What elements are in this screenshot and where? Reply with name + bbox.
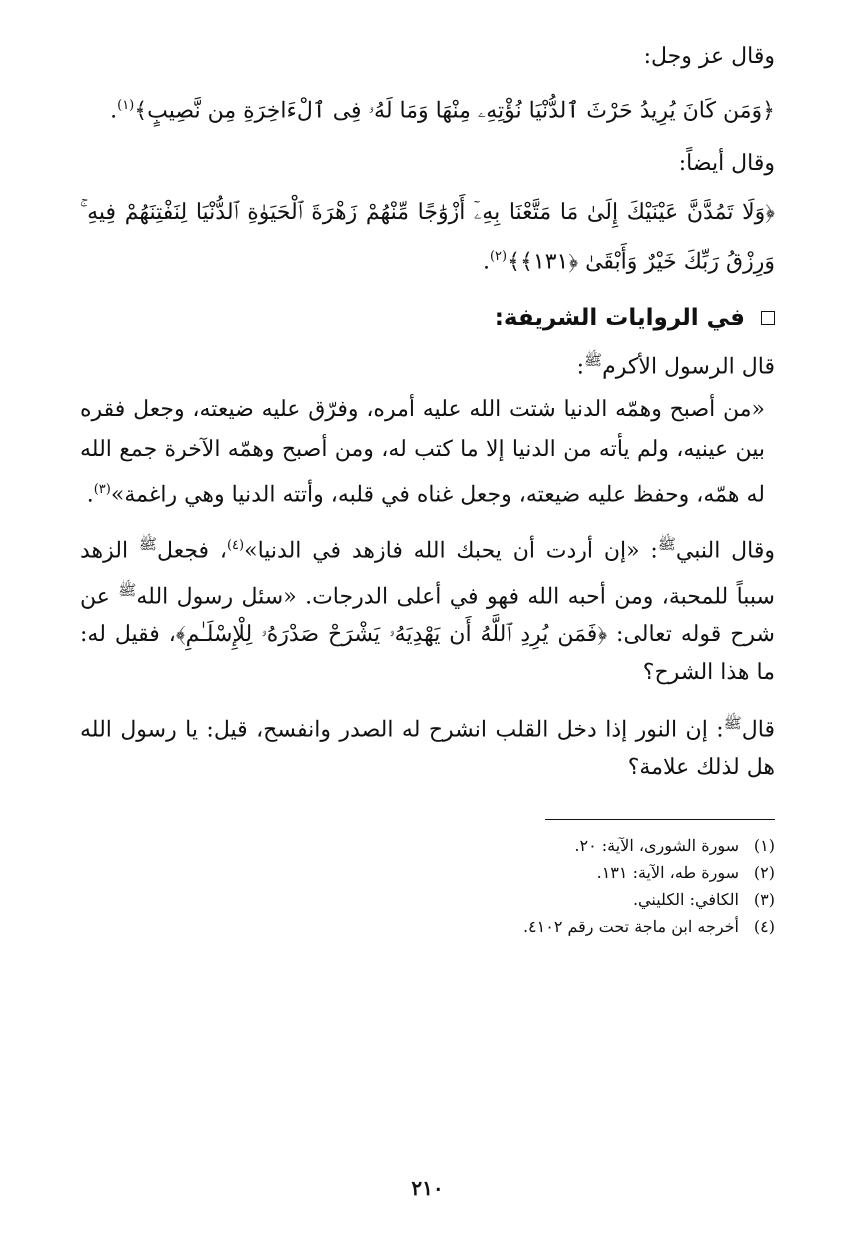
footnote-ref-2[interactable]: (٢) xyxy=(489,249,508,265)
para2-rest: الزهد سبباً للمحبة، ومن أحبه الله فهو في أعلى الدرجات. xyxy=(80,538,775,609)
intro-verse-1: وقال عز وجل: xyxy=(643,44,775,69)
hadith-quote: «من أصبح وهمّه الدنيا شتت الله عليه أمره، وفرّق عليه ضيعته، وجعل فقره بين عينيه، ولم يأته من الدنيا إلا ما كتب له، ومن أصبح وهمّه الآخرة جمع الله له همّه، وحفظ عليه ضيعته، وجعل غناه في قلبه، وأتته الدنيا وهي راغمة»$^{(٣)}$. xyxy=(80,396,765,508)
quran-verse-2: ﴿وَلَا تَمُدَّنَّ عَيْنَيْكَ إِلَىٰ مَا مَتَّعْنَا بِهِۦٓ أَزْوَٰجًا مِّنْهُمْ زَهْرَةَ ٱلْحَيَوٰةِ ٱلدُّنْيَا لِنَفْتِنَهُمْ فِيهِ ۚ وَرِزْقُ رَبِّكَ خَيْرٌ وَأَبْقَىٰ ﴿١٣١﴾﴾$^{(٢)}$. xyxy=(80,200,775,275)
footnote-ref-4[interactable]: (٤) xyxy=(226,538,245,554)
footnote-item xyxy=(80,859,775,886)
honorific-glyph: ﷺ xyxy=(657,535,676,554)
footnote-ref-1[interactable]: (١) xyxy=(117,98,135,113)
para4-rest: : إن النور إذا دخل القلب انشرح له الصدر وانفسح، قيل: يا رسول الله هل لذلك علامة؟ xyxy=(80,717,775,781)
verse-1-text: ﴿وَمَن كَانَ يُرِيدُ حَرْثَ ٱلدُّنْيَا نُؤْتِهِۦ مِنْهَا وَمَا لَهُۥ فِى ٱلْءَاخِرَةِ مِن نَّصِيبٍ﴾ xyxy=(134,98,775,124)
footnote-text: سورة الشورى، الآية: ٢٠. xyxy=(574,836,739,856)
footnotes-list xyxy=(80,832,775,940)
honorific-glyph: ﷺ xyxy=(723,713,742,732)
intro-hadith-text: قال الرسول الأكرم xyxy=(602,353,775,379)
paragraph-prophet-saying: وقال النبي$^ﷺ$: «إن أردت أن يحبك الله فازهد في الدنيا»$^{(٤)}$، فجعل$^ﷺ$ الزهد سبباً للمحبة، ومن أحبه الله فهو في أعلى الدرجات. «سئل رسول الله$^ﷺ$ عن شرح قوله تعالى: ﴿فَمَن يُرِدِ ٱللَّهُ أَن يَهْدِيَهُۥ يَشْرَحْ صَدْرَهُۥ لِلْإِسْلَـٰمِ﴾، فقيل له: ما هذا الشرح؟ xyxy=(80,535,775,685)
paragraph-light-sign xyxy=(80,704,775,787)
footnote-text: أخرجه ابن ماجة تحت رقم ٤١٠٢. xyxy=(522,917,739,937)
page-number: ٢١٠ xyxy=(411,1176,444,1200)
quran-verse-1: ﴿وَمَن كَانَ يُرِيدُ حَرْثَ ٱلدُّنْيَا نُؤْتِهِۦ مِنْهَا وَمَا لَهُۥ فِى ٱلْءَاخِرَةِ مِن نَّصِيبٍ﴾$^{(١)}$. xyxy=(110,98,775,124)
footnote-divider xyxy=(545,819,775,820)
footnote-item xyxy=(80,913,775,940)
intro-hadith: قال الرسول الأكرم$^ﷺ$: xyxy=(576,350,775,379)
honorific-glyph: ﷺ xyxy=(584,350,603,369)
para1-quote: : «إن أردت أن يحبك الله فازهد في الدنيا» xyxy=(244,538,658,564)
honorific-glyph: ﷺ xyxy=(138,535,158,554)
footnote-item xyxy=(80,886,775,913)
section-title: في الروايات الشريفة: xyxy=(494,304,745,331)
hadith-text: «من أصبح وهمّه الدنيا شتت الله عليه أمره، وفرّق عليه ضيعته، وجعل فقره بين عينيه، ولم يأته من الدنيا إلا ما كتب له، ومن أصبح وهمّه الآخرة جمع الله له همّه، وحفظ عليه ضيعته، وجعل غناه في قلبه، وأتته الدنيا وهي راغمة» xyxy=(80,396,765,508)
footnote-number: (٢) xyxy=(753,863,775,883)
para1-start: وقال النبي xyxy=(675,538,775,564)
footnote-ref-3[interactable]: (٣) xyxy=(93,481,111,497)
verse-2-text: ﴿وَلَا تَمُدَّنَّ عَيْنَيْكَ إِلَىٰ مَا مَتَّعْنَا بِهِۦٓ أَزْوَٰجًا مِّنْهُمْ زَهْرَةَ ٱلْحَيَوٰةِ ٱلدُّنْيَا لِنَفْتِنَهُمْ فِيهِ ۚ وَرِزْقُ رَبِّكَ خَيْرٌ وَأَبْقَىٰ ﴿١٣١﴾﴾ xyxy=(80,200,775,275)
para4-start: قال xyxy=(741,717,775,743)
page-content xyxy=(80,40,775,940)
section-heading xyxy=(80,299,775,337)
honorific-glyph: ﷺ xyxy=(118,580,137,599)
footnote-number: (٣) xyxy=(753,890,775,910)
footnote-number: (١) xyxy=(753,836,775,856)
footnote-item xyxy=(80,832,775,859)
para2-start: فجعل xyxy=(157,538,210,564)
para3-rest: عن شرح قوله تعالى: ﴿فَمَن يُرِدِ ٱللَّهُ أَن يَهْدِيَهُۥ يَشْرَحْ صَدْرَهُۥ لِلْإِسْلَـٰمِ﴾، فقيل له: ما هذا الشرح؟ xyxy=(80,583,775,685)
footnote-text: سورة طه، الآية: ١٣١. xyxy=(596,863,739,883)
square-bullet-icon xyxy=(761,311,775,325)
para3-start: «سئل رسول الله xyxy=(136,583,297,609)
footnote-number: (٤) xyxy=(753,917,775,937)
intro-verse-2: وقال أيضاً: xyxy=(678,151,775,177)
footnote-text: الكافي: الكليني. xyxy=(632,890,739,910)
